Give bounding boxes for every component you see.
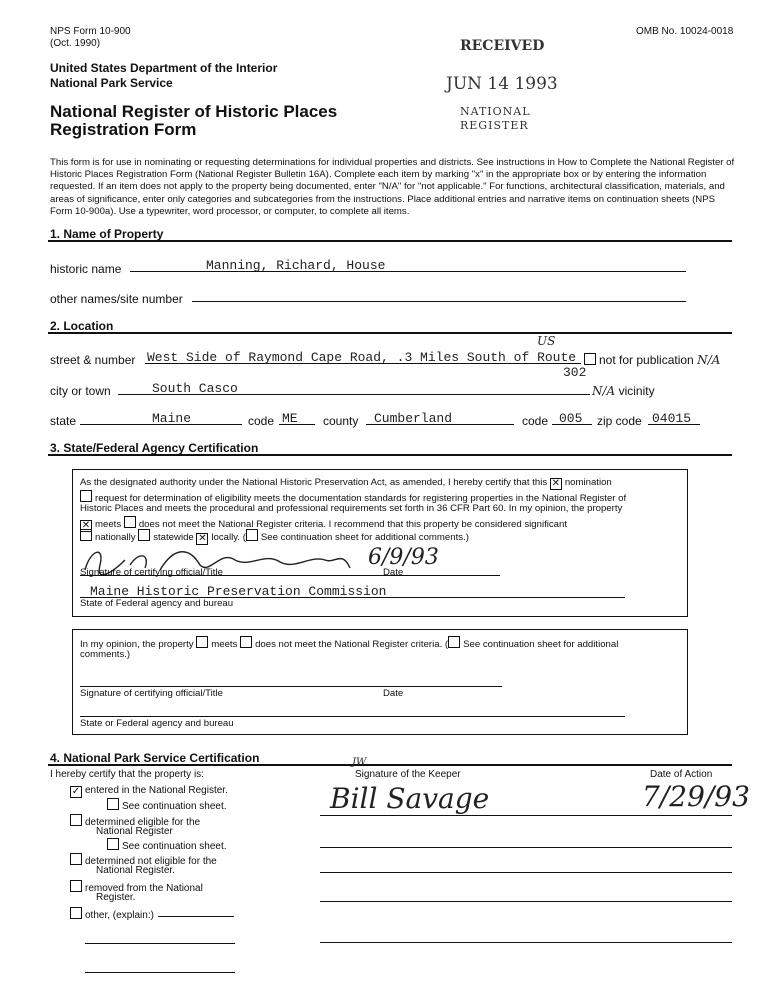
opinion-line-1: [80, 636, 618, 650]
opinion-meets-label: meets: [211, 639, 238, 650]
not-for-publication-group: [584, 353, 720, 367]
opinion-text: In my opinion, the property: [80, 639, 194, 650]
not-eligible-checkbox[interactable]: [70, 853, 82, 865]
cert-line-1: [80, 477, 612, 490]
option-removed: [70, 880, 203, 894]
option-other: [70, 907, 154, 921]
entered-continuation-checkbox[interactable]: [107, 798, 119, 810]
received-stamp: RECEIVED: [460, 38, 545, 54]
option-removed-b: Register.: [96, 892, 136, 903]
signature-label: Signature of certifying official/Title: [80, 567, 223, 578]
date2-label: Date: [383, 688, 404, 699]
not-for-publication-label: not for publication: [599, 353, 694, 367]
street-label: street & number: [50, 353, 136, 367]
does-not-meet-checkbox[interactable]: [124, 516, 136, 528]
state-label: state: [50, 414, 77, 428]
omb-number: OMB No. 10024-0018: [636, 26, 734, 37]
state-code-label: code: [248, 414, 275, 428]
cert-text-1: As the designated authority under the National Historic Preservation Act, as amended, I hereby certify that this: [80, 477, 548, 488]
zip-value: 04015: [652, 411, 692, 426]
action-date-value: 7/29/93: [642, 780, 750, 813]
route-annotation: US: [537, 334, 556, 348]
other-label: other, (explain:): [85, 910, 154, 921]
request-determination-checkbox[interactable]: [80, 490, 92, 502]
keeper-line-5: [320, 942, 732, 943]
opinion-meets-checkbox[interactable]: [196, 636, 208, 648]
service-name: National Park Service: [50, 76, 173, 90]
department-name: United States Department of the Interior: [50, 61, 278, 75]
entered-label: entered in the National Register.: [85, 785, 228, 796]
opinion-continuation-label: See continuation sheet for additional: [463, 639, 619, 650]
county-label: county: [323, 414, 359, 428]
form-number: NPS Form 10-900: [50, 26, 131, 37]
opinion-continuation-checkbox[interactable]: [448, 636, 460, 648]
cert-line-2: [80, 490, 626, 504]
keeper-label: Signature of the Keeper: [355, 769, 461, 780]
eligible-continuation-label: See continuation sheet.: [122, 841, 227, 852]
historic-name-label: historic name: [50, 262, 122, 276]
vicinity-group: [592, 384, 655, 398]
instructions-paragraph: This form is for use in nominating or requesting determinations for individual properties and districts. See instructions in How to Complete the National Register of Historic Places Registration Form (National Register Bulletin 16A). Complete each item by marking "x" in the appropriate box or by entering the information requested. If an item does not apply to the property being documented, enter "N/A" for "not applicable." For functions, architectural classification, materials, and areas of significance, enter only categories and subcategories from the instructions. Place additional entries and narrative items on continuation sheets (NPS Form 10-900a). Use a typewriter, word processor, or computer, to complete all items.: [50, 157, 735, 217]
other-explain-underline: [158, 916, 234, 917]
does-not-meet-label: does not meet the National Register criteria. I recommend that this property be considered significant: [138, 519, 568, 530]
entered-continuation-label: See continuation sheet.: [122, 801, 227, 812]
received-date: JUN 14 1993: [446, 74, 558, 94]
keeper-line-1: [320, 815, 732, 816]
not-for-publication-value: N/A: [697, 353, 721, 367]
route-number: 302: [563, 365, 587, 380]
county-code-label: code: [522, 414, 549, 428]
section4-divider: [48, 764, 732, 766]
option-eligible-cont: [107, 838, 227, 852]
section1-divider: [48, 240, 732, 242]
city-label: city or town: [50, 384, 111, 398]
not-eligible-label: determined not eligible for the: [85, 856, 217, 867]
other-checkbox[interactable]: [70, 907, 82, 919]
agency-value: Maine Historic Preservation Commission: [90, 584, 387, 599]
eligible-checkbox[interactable]: [70, 814, 82, 826]
section2-divider: [48, 332, 732, 334]
not-for-publication-checkbox[interactable]: [584, 353, 596, 365]
historic-name-value: Manning, Richard, House: [206, 258, 386, 273]
meets-checkbox[interactable]: ✕: [81, 520, 91, 531]
other-line-2: [85, 972, 235, 973]
nomination-checkbox[interactable]: ✕: [551, 478, 561, 489]
opinion-line-2: comments.): [80, 649, 131, 660]
keeper-line-4: [320, 901, 732, 902]
zip-label: zip code: [597, 414, 642, 428]
certification-date-value: 6/9/93: [368, 545, 439, 570]
city-value: South Casco: [152, 381, 238, 396]
agency2-underline: [80, 716, 625, 717]
option-entered-cont: [107, 798, 227, 812]
other-names-underline: [192, 301, 686, 302]
keeper-signature: Bill Savage: [330, 782, 490, 815]
keeper-line-3: [320, 872, 732, 873]
county-value: Cumberland: [374, 411, 453, 426]
removed-label: removed from the National: [85, 883, 203, 894]
opinion-not-meet-checkbox[interactable]: [240, 636, 252, 648]
county-code-value: 005: [559, 411, 583, 426]
opinion-not-meet-label: does not meet the National Register criteria. (: [255, 639, 449, 650]
form-date: (Oct. 1990): [50, 38, 101, 49]
vicinity-label: vicinity: [618, 384, 655, 398]
section3-divider: [48, 454, 732, 456]
statewide-label: statewide: [153, 532, 194, 543]
option-eligible-b: National Register: [96, 826, 173, 837]
locally-checkbox[interactable]: ✕: [198, 533, 207, 544]
option-entered: [70, 785, 228, 798]
stamp-line2: REGISTER: [460, 119, 529, 132]
other-line-1: [85, 943, 235, 944]
eligible-continuation-checkbox[interactable]: [107, 838, 119, 850]
certify-label: I hereby certify that the property is:: [50, 769, 204, 780]
stamp-line1: NATIONAL: [460, 105, 531, 118]
cert-text-2: request for determination of eligibility meets the documentation standards for registering properties in the National Register of: [95, 493, 627, 504]
keeper-initials: JW: [352, 757, 367, 768]
form-title: National Register of Historic Places: [50, 102, 338, 121]
section3-title: 3. State/Federal Agency Certification: [50, 441, 259, 455]
state-code-value: ME: [282, 411, 298, 426]
agency2-label: State or Federal agency and bureau: [80, 718, 234, 729]
section4-title: 4. National Park Service Certification: [50, 751, 260, 765]
agency-label: State of Federal agency and bureau: [80, 598, 234, 609]
nomination-label: nomination: [564, 477, 612, 488]
state-value: Maine: [152, 411, 192, 426]
keeper-line-2: [320, 847, 732, 848]
meets-label: meets: [95, 519, 122, 530]
date-label: Date: [383, 567, 404, 578]
other-names-label: other names/site number: [50, 292, 183, 306]
section2-title: 2. Location: [50, 319, 114, 333]
section1-title: 1. Name of Property: [50, 227, 164, 241]
vicinity-value: N/A: [592, 384, 616, 398]
entered-checkbox[interactable]: ✓: [71, 786, 81, 797]
signature2-label: Signature of certifying official/Title: [80, 688, 223, 699]
eligible-label: determined eligible for the: [85, 817, 201, 828]
signature2-underline: [80, 686, 502, 687]
form-subtitle: Registration Form: [50, 120, 197, 139]
cert-line-3: Historic Places and meets the procedural and professional requirements set forth in 36 CFR Part 60. In my opinion, the property: [80, 503, 623, 514]
option-not-eligible-b: National Register.: [96, 865, 175, 876]
nationally-label: nationally: [95, 532, 136, 543]
date-of-action-label: Date of Action: [650, 769, 713, 780]
removed-checkbox[interactable]: [70, 880, 82, 892]
street-value: West Side of Raymond Cape Road, .3 Miles South of Route: [147, 350, 577, 365]
cert-continuation-label: See continuation sheet for additional comments.): [260, 532, 469, 543]
locally-label: locally. (: [211, 532, 246, 543]
